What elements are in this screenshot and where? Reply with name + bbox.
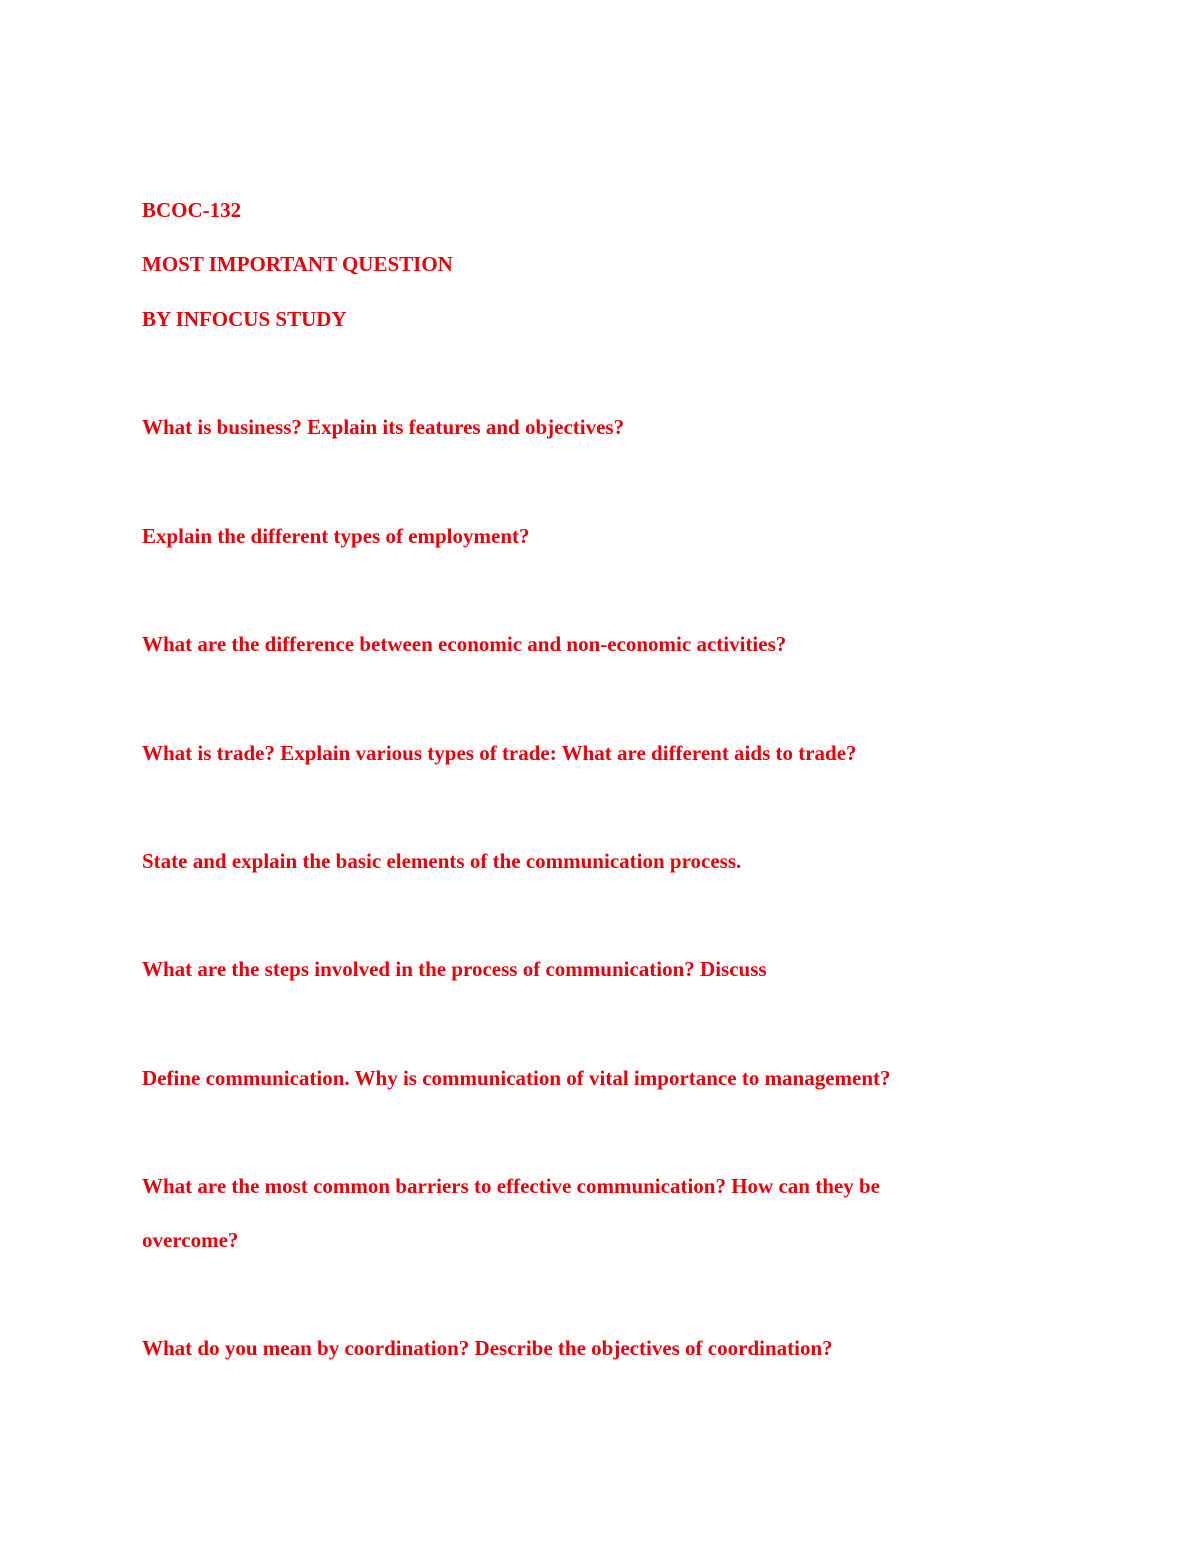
question-1: What is business? Explain its features and objectives? [142, 415, 625, 439]
byline: BY INFOCUS STUDY [142, 307, 347, 331]
question-6: What are the steps involved in the process of communication? Discuss [142, 957, 767, 981]
question-3: What are the difference between economic and non-economic activities? [142, 632, 787, 656]
course-code: BCOC-132 [142, 198, 242, 222]
question-8-continued: overcome? [142, 1228, 239, 1252]
question-8: What are the most common barriers to effective communication? How can they be [142, 1174, 880, 1198]
question-4: What is trade? Explain various types of trade: What are different aids to trade? [142, 741, 857, 765]
question-7: Define communication. Why is communication of vital importance to management? [142, 1066, 891, 1090]
question-9: What do you mean by coordination? Describe the objectives of coordination? [142, 1336, 833, 1360]
document-subtitle: MOST IMPORTANT QUESTION [142, 252, 453, 276]
question-5: State and explain the basic elements of the communication process. [142, 849, 742, 873]
question-2: Explain the different types of employment? [142, 524, 530, 548]
